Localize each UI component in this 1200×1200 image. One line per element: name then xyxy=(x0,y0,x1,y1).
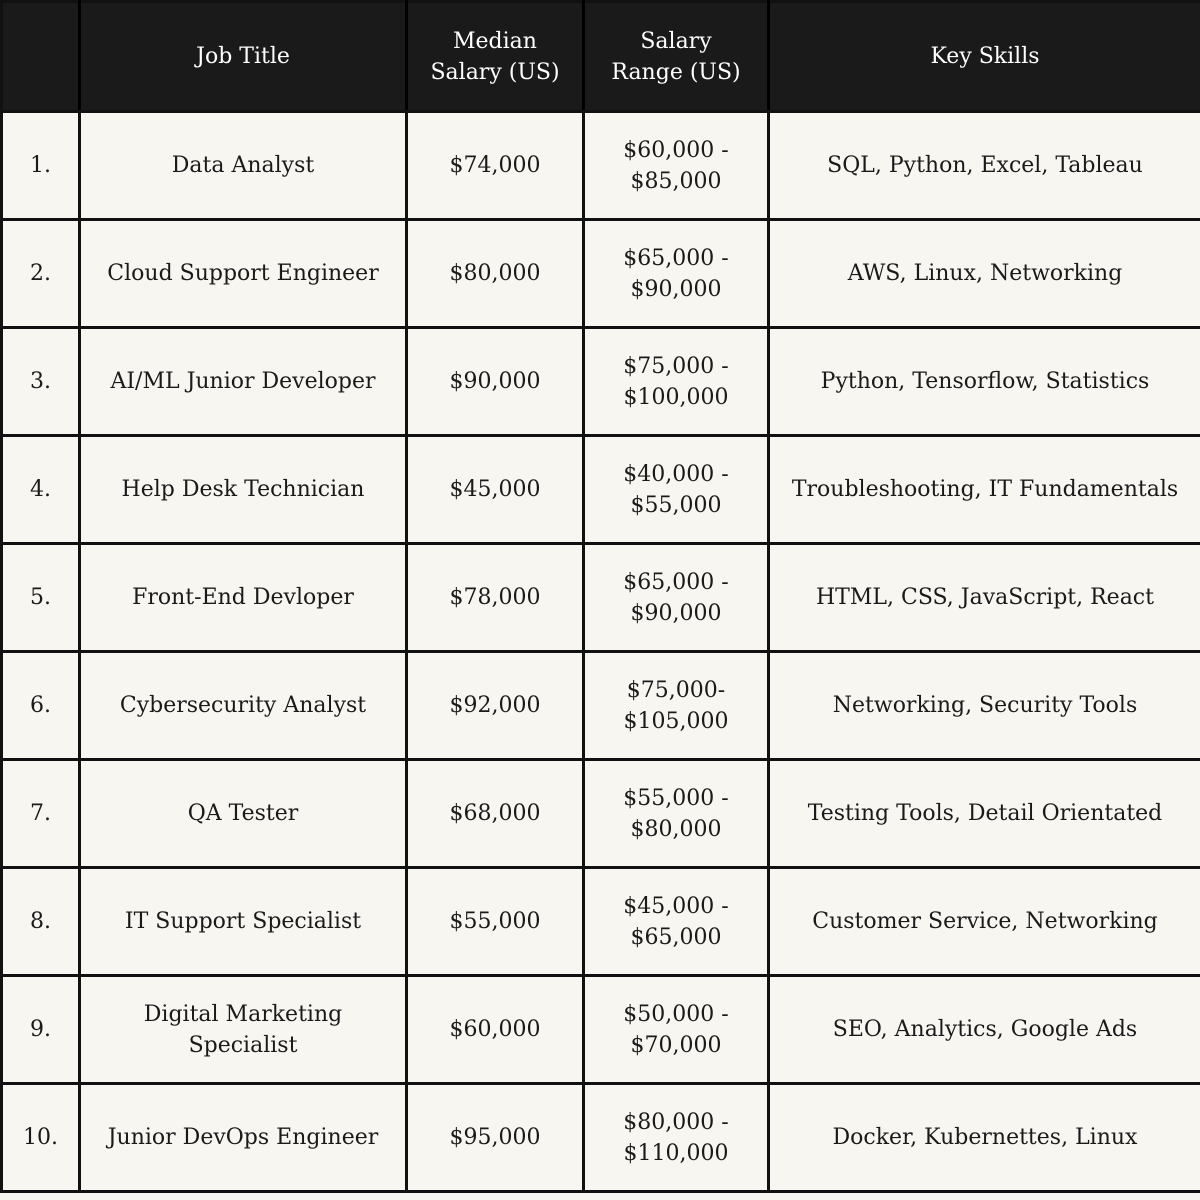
key-skills-cell: Docker, Kubernettes, Linux xyxy=(769,1084,1200,1192)
rank-cell: 9. xyxy=(2,976,80,1084)
key-skills-column-header: Key Skills xyxy=(769,2,1200,112)
median-salary-cell: $92,000 xyxy=(407,652,584,760)
rank-cell: 3. xyxy=(2,328,80,436)
salary-range-cell xyxy=(584,112,769,220)
range-low: $65,000 - xyxy=(623,245,729,271)
key-skills-cell: Networking, Security Tools xyxy=(769,652,1200,760)
job-title-cell: Digital Marketing Specialist xyxy=(80,976,407,1084)
salary-range-cell xyxy=(584,544,769,652)
salary-range-cell xyxy=(584,760,769,868)
job-title-cell: Front-End Devloper xyxy=(80,544,407,652)
median-salary-cell: $90,000 xyxy=(407,328,584,436)
job-title-column-header: Job Title xyxy=(80,2,407,112)
median-salary-cell: $45,000 xyxy=(407,436,584,544)
salary-range-cell xyxy=(584,220,769,328)
rank-cell: 4. xyxy=(2,436,80,544)
median-salary-cell: $55,000 xyxy=(407,868,584,976)
range-high: $70,000 xyxy=(630,1032,722,1058)
key-skills-cell: HTML, CSS, JavaScript, React xyxy=(769,544,1200,652)
rank-cell: 2. xyxy=(2,220,80,328)
key-skills-cell: Customer Service, Networking xyxy=(769,868,1200,976)
range-header-line1: Salary xyxy=(640,28,712,54)
range-low: $80,000 - xyxy=(623,1109,729,1135)
salary-range-cell xyxy=(584,436,769,544)
key-skills-cell: Troubleshooting, IT Fundamentals xyxy=(769,436,1200,544)
range-high: $90,000 xyxy=(630,600,722,626)
table-row xyxy=(2,652,1200,760)
rank-cell: 6. xyxy=(2,652,80,760)
median-salary-cell: $74,000 xyxy=(407,112,584,220)
job-title-cell: Junior DevOps Engineer xyxy=(80,1084,407,1192)
range-high: $65,000 xyxy=(630,924,722,950)
rank-cell: 1. xyxy=(2,112,80,220)
rank-cell: 5. xyxy=(2,544,80,652)
salary-range-column-header xyxy=(584,2,769,112)
median-salary-column-header xyxy=(407,2,584,112)
salary-range-cell xyxy=(584,976,769,1084)
table-row xyxy=(2,868,1200,976)
rank-cell: 8. xyxy=(2,868,80,976)
median-salary-cell: $80,000 xyxy=(407,220,584,328)
rank-cell: 10. xyxy=(2,1084,80,1192)
range-low: $50,000 - xyxy=(623,1001,729,1027)
key-skills-cell: Testing Tools, Detail Orientated xyxy=(769,760,1200,868)
rank-column-header xyxy=(2,2,80,112)
range-high: $85,000 xyxy=(630,168,722,194)
median-header-line2: Salary (US) xyxy=(430,59,560,85)
range-low: $40,000 - xyxy=(623,461,729,487)
range-low: $60,000 - xyxy=(623,137,729,163)
median-salary-cell: $68,000 xyxy=(407,760,584,868)
range-high: $55,000 xyxy=(630,492,722,518)
range-low: $75,000 - xyxy=(623,353,729,379)
table-row xyxy=(2,760,1200,868)
range-low: $55,000 - xyxy=(623,785,729,811)
salary-range-cell xyxy=(584,328,769,436)
table-row xyxy=(2,976,1200,1084)
job-title-cell: Data Analyst xyxy=(80,112,407,220)
salary-range-cell xyxy=(584,1084,769,1192)
median-salary-cell: $95,000 xyxy=(407,1084,584,1192)
key-skills-cell: SEO, Analytics, Google Ads xyxy=(769,976,1200,1084)
range-low: $75,000- xyxy=(626,677,726,703)
job-title-cell: Cloud Support Engineer xyxy=(80,220,407,328)
range-low: $45,000 - xyxy=(623,893,729,919)
job-title-cell: Cybersecurity Analyst xyxy=(80,652,407,760)
range-low: $65,000 - xyxy=(623,569,729,595)
job-title-cell: QA Tester xyxy=(80,760,407,868)
median-salary-cell: $78,000 xyxy=(407,544,584,652)
job-title-cell: Help Desk Technician xyxy=(80,436,407,544)
salary-range-cell xyxy=(584,868,769,976)
range-high: $110,000 xyxy=(623,1140,729,1166)
key-skills-cell: SQL, Python, Excel, Tableau xyxy=(769,112,1200,220)
salary-range-cell xyxy=(584,652,769,760)
key-skills-cell: AWS, Linux, Networking xyxy=(769,220,1200,328)
range-high: $105,000 xyxy=(623,708,729,734)
rank-cell: 7. xyxy=(2,760,80,868)
table-row xyxy=(2,220,1200,328)
header-row xyxy=(2,2,1200,112)
key-skills-cell: Python, Tensorflow, Statistics xyxy=(769,328,1200,436)
range-high: $90,000 xyxy=(630,276,722,302)
table-row xyxy=(2,436,1200,544)
table-row xyxy=(2,1084,1200,1192)
range-high: $100,000 xyxy=(623,384,729,410)
range-header-line2: Range (US) xyxy=(611,59,741,85)
job-title-cell: AI/ML Junior Developer xyxy=(80,328,407,436)
table-row xyxy=(2,328,1200,436)
table-row xyxy=(2,112,1200,220)
range-high: $80,000 xyxy=(630,816,722,842)
job-title-cell: IT Support Specialist xyxy=(80,868,407,976)
table-row xyxy=(2,544,1200,652)
median-salary-cell: $60,000 xyxy=(407,976,584,1084)
median-header-line1: Median xyxy=(453,28,537,54)
